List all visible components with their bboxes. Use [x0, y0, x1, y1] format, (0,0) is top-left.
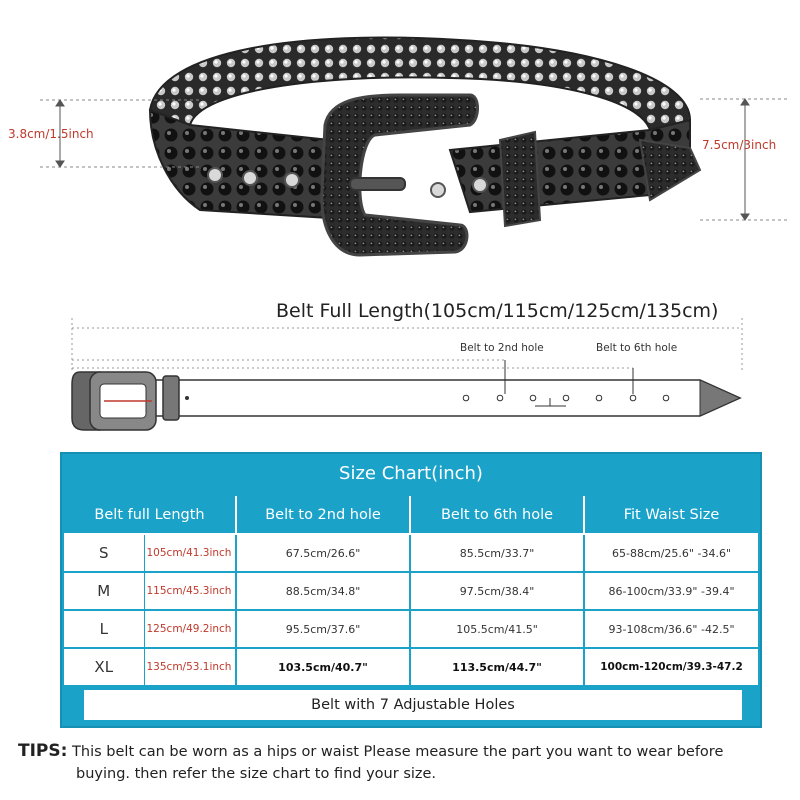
size-chart-title: Size Chart(inch)	[339, 463, 483, 484]
second-hole-cell: 103.5cm/40.7"	[236, 648, 410, 686]
buckle-height-label: 7.5cm/3inch	[702, 138, 777, 152]
tips-label: TIPS:	[18, 741, 68, 761]
table-header-row	[64, 496, 758, 534]
table-row	[64, 610, 758, 648]
header-second-hole: Belt to 2nd hole	[236, 496, 410, 534]
sixth-hole-label: Belt to 6th hole	[596, 342, 678, 354]
second-hole-cell: 95.5cm/37.6"	[236, 610, 410, 648]
sixth-hole-cell: 105.5cm/41.5"	[410, 610, 584, 648]
tips-line-2: buying. then refer the size chart to find your size.	[76, 766, 437, 782]
tips-block	[18, 740, 788, 785]
strap-width-label: 3.8cm/1.5inch	[8, 127, 94, 141]
sixth-hole-cell: 113.5cm/44.7"	[410, 648, 584, 686]
header-fit-waist: Fit Waist Size	[584, 496, 758, 534]
size-cell: S	[64, 534, 144, 572]
table-row	[64, 648, 758, 686]
full-length-label: Belt Full Length(105cm/115cm/125cm/135cm)	[276, 300, 719, 322]
table-row	[64, 534, 758, 572]
table-row	[64, 572, 758, 610]
full-length-cell: 125cm/49.2inch	[144, 610, 236, 648]
fit-waist-cell: 65-88cm/25.6" -34.6"	[584, 534, 758, 572]
size-table	[64, 496, 758, 687]
fit-waist-cell: 100cm-120cm/39.3-47.2	[584, 648, 758, 686]
second-hole-cell: 88.5cm/34.8"	[236, 572, 410, 610]
sixth-hole-cell: 85.5cm/33.7"	[410, 534, 584, 572]
studded-belt-illustration	[0, 0, 800, 290]
belt-length-diagram	[0, 290, 800, 440]
second-hole-cell: 67.5cm/26.6"	[236, 534, 410, 572]
full-length-cell: 115cm/45.3inch	[144, 572, 236, 610]
full-length-cell: 135cm/53.1inch	[144, 648, 236, 686]
header-full-length: Belt full Length	[64, 496, 236, 534]
tips-line-1: This belt can be worn as a hips or waist Please measure the part you want to wear before	[72, 744, 724, 760]
fit-waist-cell: 86-100cm/33.9" -39.4"	[584, 572, 758, 610]
full-length-cell: 105cm/41.3inch	[144, 534, 236, 572]
header-sixth-hole: Belt to 6th hole	[410, 496, 584, 534]
sixth-hole-cell: 97.5cm/38.4"	[410, 572, 584, 610]
product-photo	[0, 0, 800, 290]
size-cell: L	[64, 610, 144, 648]
size-cell: M	[64, 572, 144, 610]
second-hole-label: Belt to 2nd hole	[460, 342, 544, 354]
size-chart	[60, 452, 762, 728]
fit-waist-cell: 93-108cm/36.6" -42.5"	[584, 610, 758, 648]
size-cell: XL	[64, 648, 144, 686]
adjustable-holes-note: Belt with 7 Adjustable Holes	[84, 690, 742, 720]
belt-outline-drawing	[0, 290, 800, 440]
